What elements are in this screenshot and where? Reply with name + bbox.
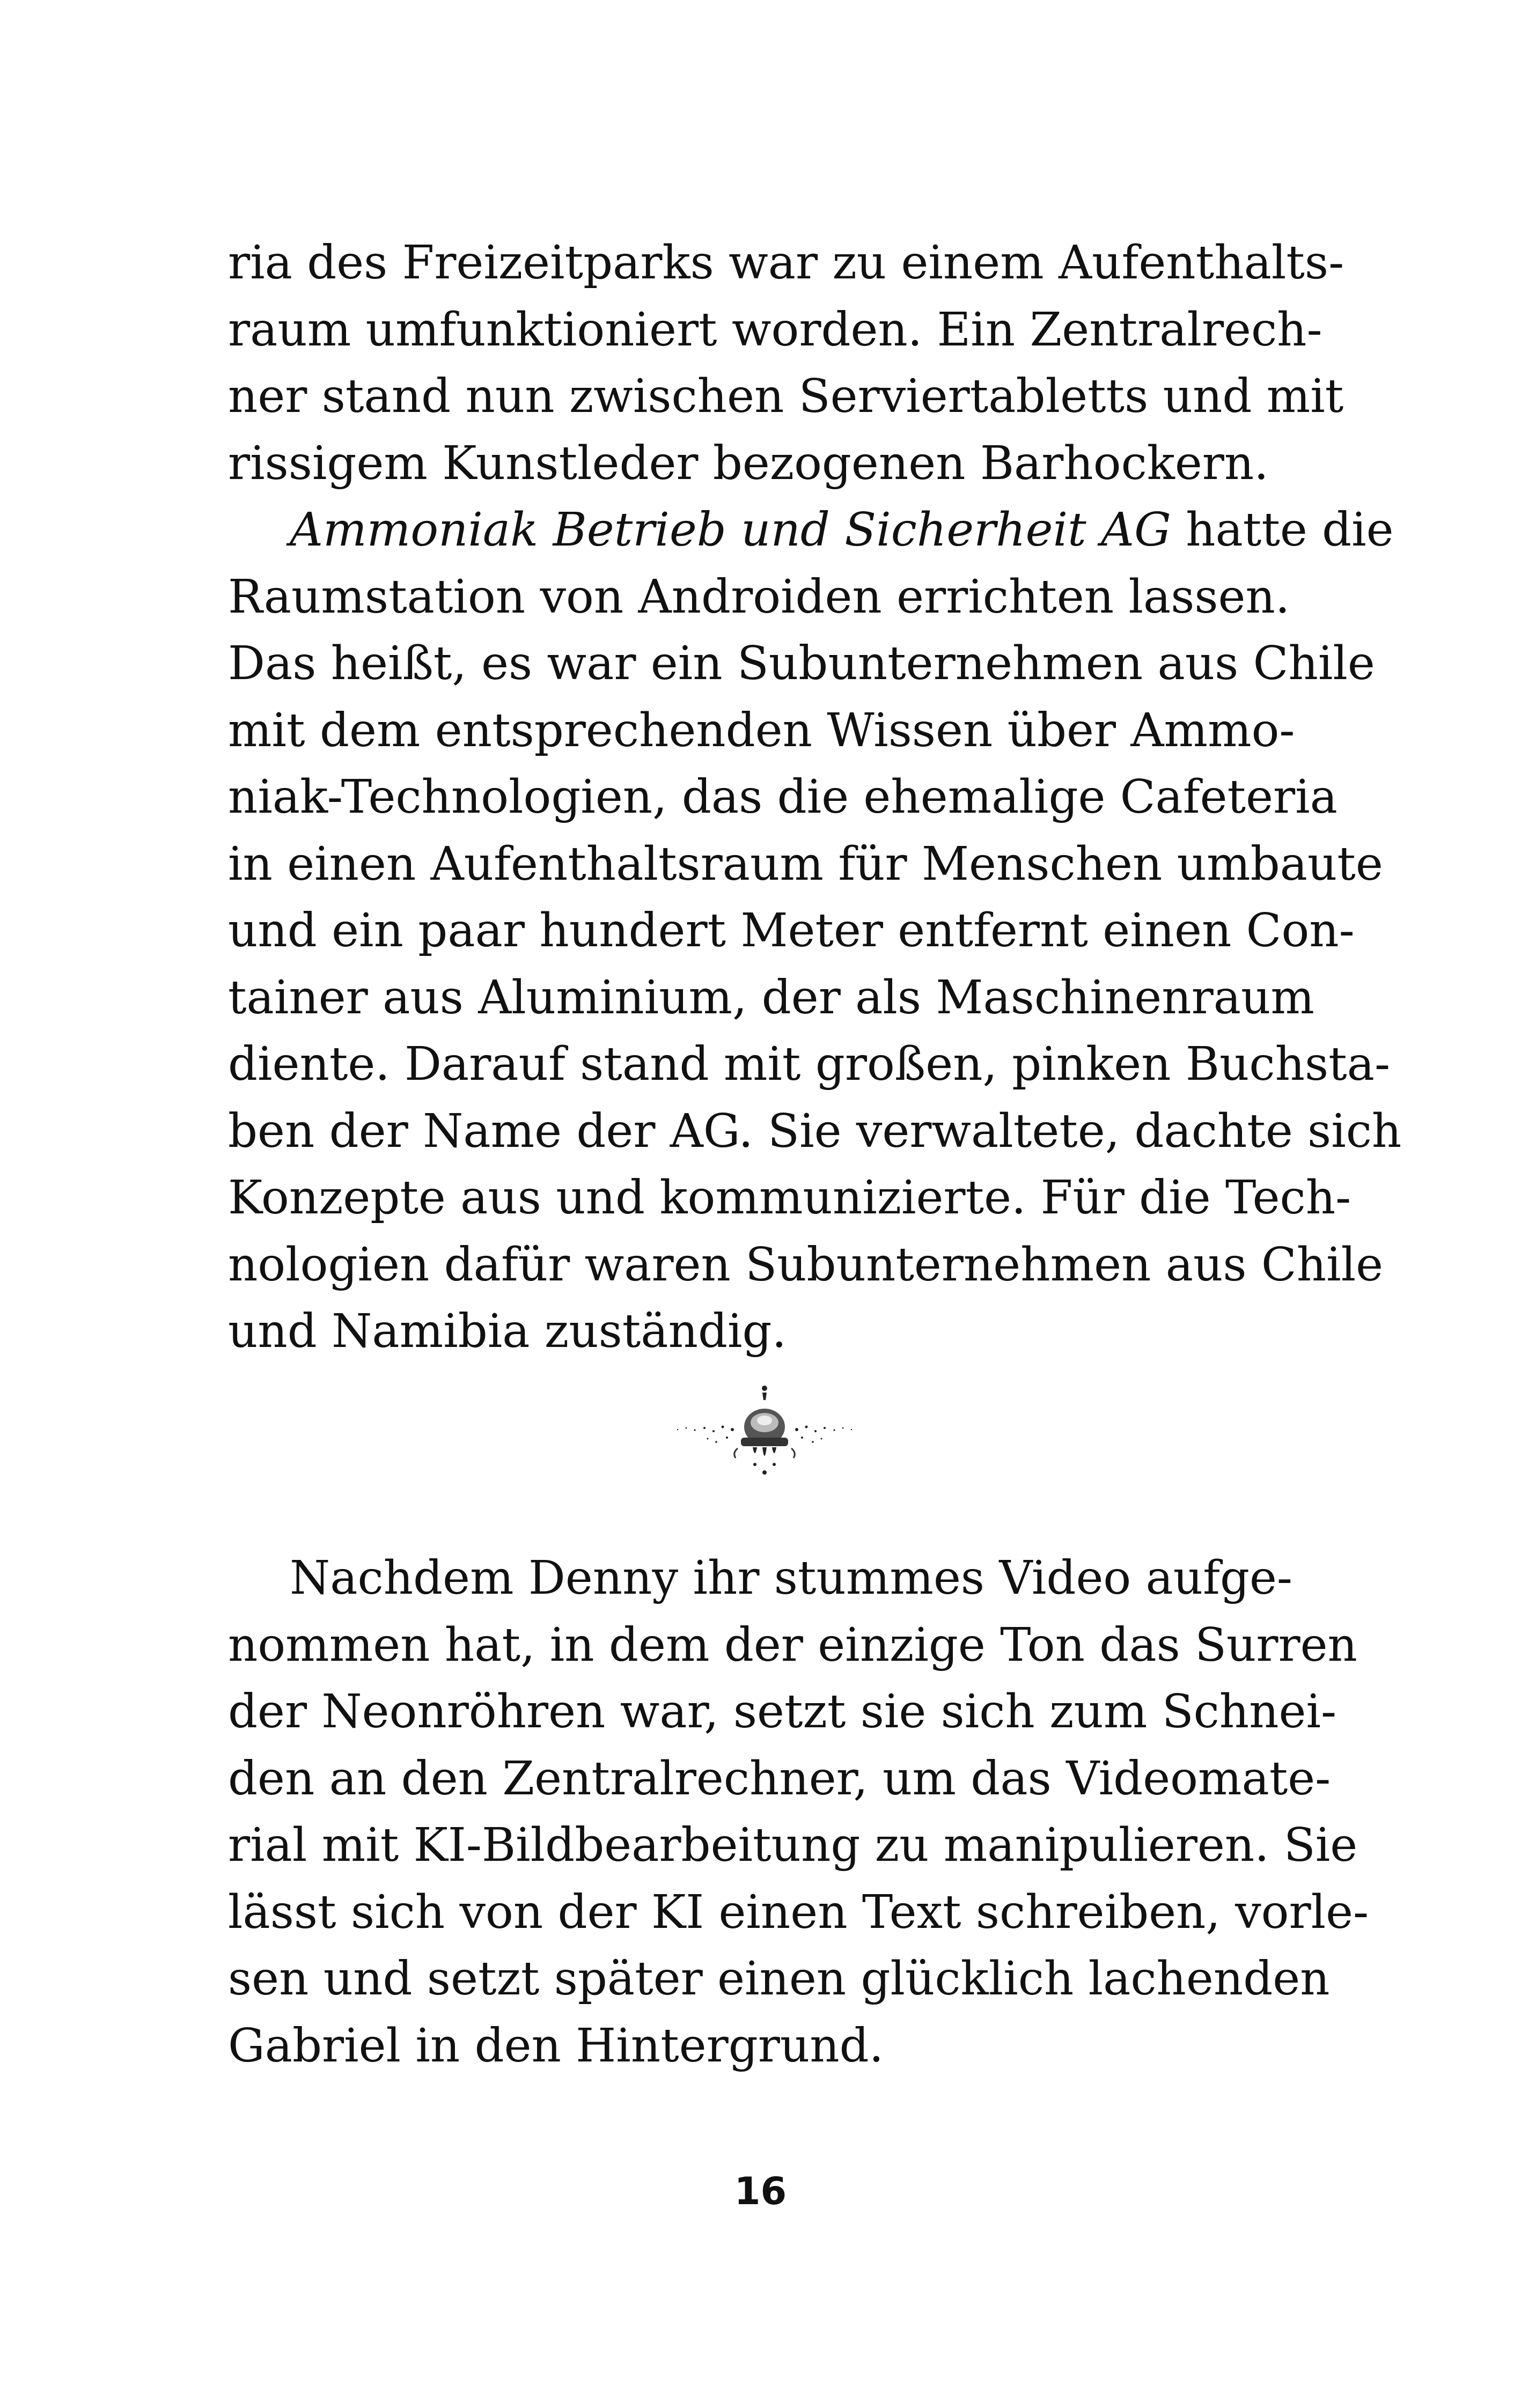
text-line: den an den Zentralrechner, um das Videomate- — [228, 1751, 1331, 1806]
text-line: der Neonröhren war, setzt sie sich zum Schnei- — [228, 1685, 1337, 1739]
text-line: rial mit KI-Bildbearbeitung zu manipulieren. Sie — [228, 1818, 1358, 1872]
company-name: Ammoniak Betrieb und Sicherheit AG — [290, 503, 1171, 557]
text-line: diente. Darauf stand mit großen, pinken Buchsta- — [228, 1037, 1390, 1091]
text-line: ben der Name der AG. Sie verwaltete, dachte sich — [228, 1104, 1402, 1158]
paragraph-block-1 — [228, 230, 1402, 1365]
text-line: raum umfunktioniert worden. Ein Zentralrech- — [228, 303, 1322, 357]
text-line: in einen Aufenthaltsraum für Menschen umbaute — [228, 837, 1383, 891]
text-line: nologien dafür waren Subunternehmen aus Chile — [228, 1238, 1383, 1292]
text-line: sen und setzt später einen glücklich lachenden — [228, 1952, 1330, 2006]
text-line: lässt sich von der KI einen Text schreiben, vorle- — [228, 1885, 1369, 1939]
text-line: ner stand nun zwischen Serviertabletts und mit — [228, 370, 1344, 423]
text-line: ria des Freizeitparks war zu einem Aufenthalts- — [228, 236, 1344, 290]
text-line: Das heißt, es war ein Subunternehmen aus Chile — [228, 637, 1375, 690]
text-line: nommen hat, in dem der einzige Ton das Surren — [228, 1618, 1357, 1672]
text-line: Gabriel in den Hintergrund. — [228, 2019, 884, 2073]
text-line: Konzepte aus und kommunizierte. Für die Tech- — [228, 1171, 1351, 1225]
decorative-ornament-icon — [663, 1379, 866, 1497]
text-line: und Namibia zuständig. — [228, 1305, 787, 1358]
text-line: Nachdem Denny ihr stummes Video aufge- — [290, 1551, 1292, 1605]
text-line: und ein paar hundert Meter entfernt einen Con- — [228, 904, 1355, 958]
text-fragment: hatte die — [1171, 503, 1394, 557]
text-line: rissigem Kunstleder bezogenen Barhockern. — [228, 436, 1269, 490]
text-line: Raumstation von Androiden errichten lassen. — [228, 570, 1290, 624]
page-number: 16 — [734, 2169, 787, 2213]
text-line-with-company — [228, 497, 1394, 564]
text-line: mit dem entsprechenden Wissen über Ammo- — [228, 703, 1295, 757]
paragraph-block-2 — [228, 1545, 1369, 2079]
text-line: tainer aus Aluminium, der als Maschinenraum — [228, 970, 1314, 1025]
text-line: niak-Technologien, das die ehemalige Cafeteria — [228, 770, 1338, 824]
